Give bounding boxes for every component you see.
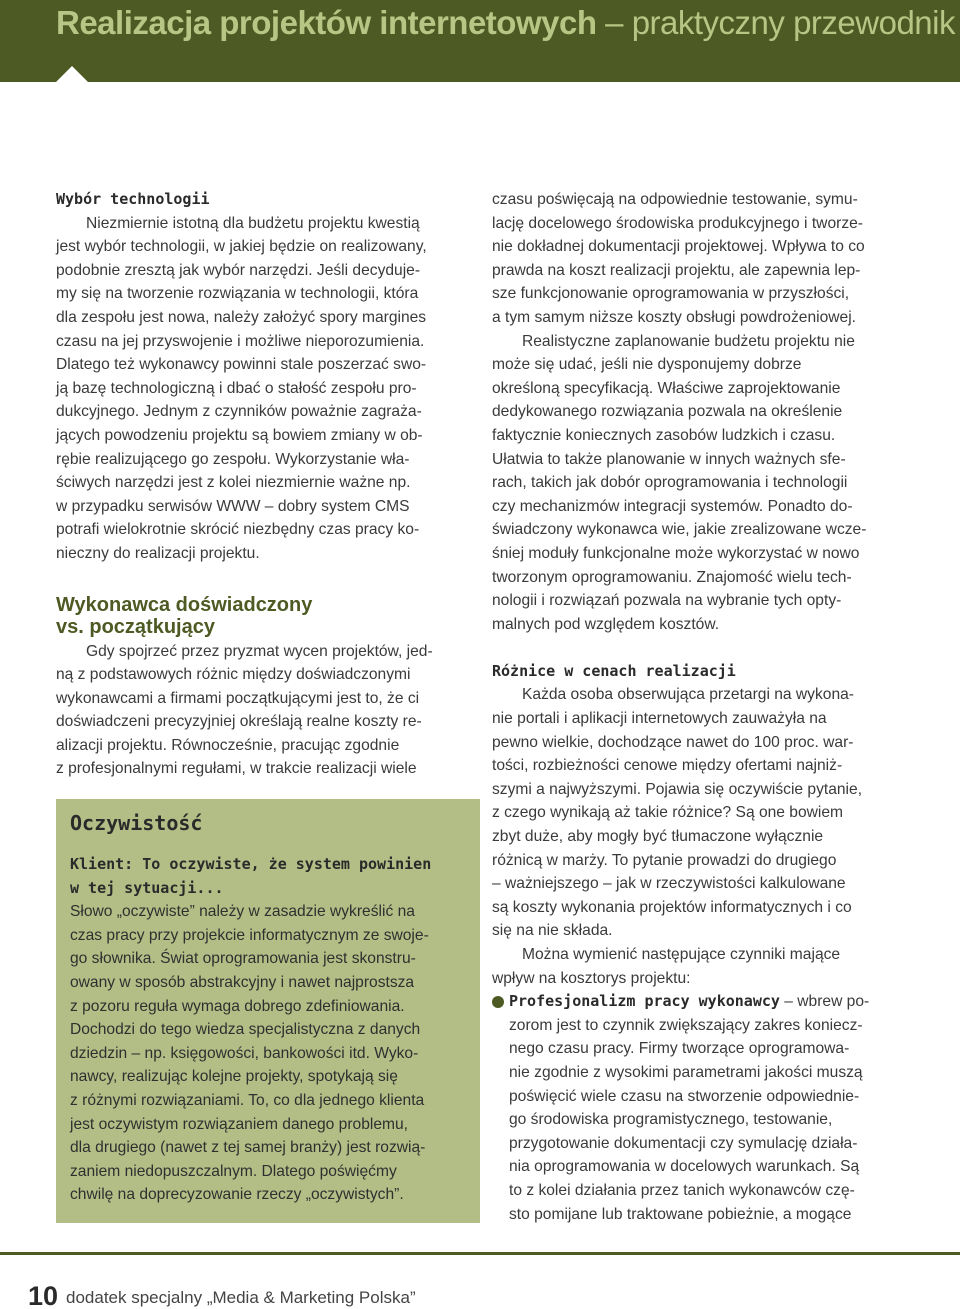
text-line: ją bazę technologiczną i dbać o stałość zespołu pro- xyxy=(56,379,417,397)
text-line: owany w sposób abstrakcyjny i nawet najprostsza xyxy=(70,973,415,991)
text-line: alizacji projektu. Równocześnie, pracując zgodnie xyxy=(56,736,400,754)
page-number: 10 xyxy=(28,1281,59,1309)
text-line: – ważniejszego – jak w rzeczywistości kalkulowane xyxy=(492,875,846,893)
text-line: to z kolei działania przez tanich wykonawców czę- xyxy=(509,1181,855,1199)
text-line: przygotowanie dokumentacji czy symulację działa- xyxy=(509,1134,858,1152)
text-line: czas pracy przy projekcie informatycznym ze swoje- xyxy=(70,926,429,944)
text-line: my się na tworzenie rozwiązania w technologii, która xyxy=(56,285,419,303)
footer-publication-note: dodatek specjalny „Media & Marketing Polska” xyxy=(66,1288,416,1307)
text-line: Każda osoba obserwująca przetargi na wykona- xyxy=(522,686,854,704)
bullet-body xyxy=(509,1014,920,1226)
text-line: zbyt duże, aby mogły być tłumaczone wyłącznie xyxy=(492,828,824,846)
header-title-bold: Realizacja projektów internetowych xyxy=(56,4,597,41)
section-heading-contractor-line2: vs. początkujący xyxy=(56,615,215,638)
text-line: a tym samym niższe koszty obsługi powdrożeniowej. xyxy=(492,308,856,326)
text-line: w przypadku serwisów WWW – dobry system CMS xyxy=(56,497,410,515)
text-line: dukcyjnego. Jednym z czynników poważnie zagraża- xyxy=(56,403,422,421)
text-line: jących powodzeniu projektu są bowiem zmiany w ob- xyxy=(56,426,423,444)
text-line: jest oczywistym rozwiązaniem danego problemu, xyxy=(70,1115,409,1133)
text-line: sto pomijane lub traktowane pobieżnie, a mogące xyxy=(509,1205,852,1223)
text-line: wykonawcami a firmami początkującymi jest to, że ci xyxy=(56,689,420,707)
text-line: Ułatwia to także planowanie w innych ważnych sfe- xyxy=(492,450,846,468)
section-body-technology xyxy=(56,212,480,566)
text-line: z czego wynikają aż takie różnice? Są one bowiem xyxy=(492,804,844,822)
text-line: Gdy spojrzeć przez pryzmat wycen projektów, jed- xyxy=(86,642,433,660)
text-line: dla zespołu jest nowa, należy założyć spory margines xyxy=(56,308,427,326)
text-line: nia oprogramowania w docelowych warunkach. Są xyxy=(509,1158,860,1176)
text-line: nego czasu pracy. Firmy tworzące oprogramowa- xyxy=(509,1040,850,1058)
bullet-dot-icon xyxy=(492,996,504,1008)
sidebar-box-body xyxy=(70,900,468,1207)
text-line: dedykowanego rozwiązania pozwala na określenie xyxy=(492,403,843,421)
bullet-item-professionalism xyxy=(492,990,920,1226)
text-line: czasu poświęcają na odpowiednie testowanie, symu- xyxy=(492,191,858,208)
sidebar-box-subtitle-line2: w tej sytuacji... xyxy=(70,878,224,897)
right-column xyxy=(492,188,920,1226)
text-line: z pozoru reguła wymaga dobrego zdefiniowania. xyxy=(70,997,405,1015)
text-line: Słowo „oczywiste” należy w zasadzie wykreślić na xyxy=(70,903,415,921)
text-line: doświadczeni precyzyjniej określają realne koszty re- xyxy=(56,713,422,731)
text-line: lację docelowego środowiska produkcyjnego i tworze- xyxy=(492,214,863,232)
page-header-title xyxy=(56,3,955,43)
text-line: rębie realizującego go zespołu. Wykorzystanie wła- xyxy=(56,450,410,468)
text-line: szymi a najwyższymi. Pojawia się oczywiście pytanie, xyxy=(492,780,863,798)
sidebar-box-subtitle xyxy=(70,853,468,900)
sidebar-box-content xyxy=(70,809,468,1207)
section-heading-contractor xyxy=(56,594,480,638)
header-notch-shape xyxy=(56,66,88,82)
bullet-term: Profesjonalizm pracy wykonawcy xyxy=(509,992,780,1011)
left-column xyxy=(56,188,480,781)
text-line: poświęcić wiele czasu na stworzenie odpowiednie- xyxy=(509,1087,860,1105)
text-line: różnicą w marży. To pytanie prowadzi do drugiego xyxy=(492,851,837,869)
text-line: tworzonym oprogramowaniu. Znajomość wielu tech- xyxy=(492,568,852,586)
text-line: chwilę na doprecyzowanie rzeczy „oczywistych”. xyxy=(70,1186,404,1204)
text-line: czasu na jej przyswojenie i możliwe nieporozumienia. xyxy=(56,332,425,350)
text-line: malnych pod względem kosztów. xyxy=(492,615,720,633)
text-line: nie portali i aplikacji internetowych zauważyła na xyxy=(492,710,827,728)
header-title-rest: – praktyczny przewodnik xyxy=(596,4,955,41)
header-band xyxy=(0,0,960,82)
text-line: pewno wielkie, dochodzące nawet do 100 proc. war- xyxy=(492,733,854,751)
text-line: może się udać, jeśli nie dysponujemy dobrze xyxy=(492,356,802,374)
text-line: określoną specyfikacją. Właściwe zaprojektowanie xyxy=(492,379,841,397)
section-heading-contractor-line1: Wykonawca doświadczony xyxy=(56,593,313,616)
text-line: ściwych narzędzi jest z kolei niezmiernie ważne np. xyxy=(56,474,411,492)
text-line: zaniem niedopuszczalnym. Dlatego poświęćmy xyxy=(70,1162,397,1180)
text-line: faktycznie koniecznych zasobów ludzkich i czasu. xyxy=(492,426,836,444)
text-line: nie dokładnej dokumentacji projektowej. Wpływa to co xyxy=(492,238,865,256)
text-line: Dochodzi do tego wiedza specjalistyczna z danych xyxy=(70,1021,421,1039)
bullet-first-line xyxy=(509,990,920,1014)
text-line: prawda na koszt realizacji projektu, ale zapewnia lep- xyxy=(492,261,861,279)
text-line: z różnymi rozwiązaniami. To, co dla jednego klienta xyxy=(70,1091,425,1109)
section-heading-technology: Wybór technologii xyxy=(56,190,210,208)
text-line: tości, rozbieżności cenowe między ofertami najniż- xyxy=(492,757,843,775)
text-line: go słownika. Świat oprogramowania jest skonstru- xyxy=(70,950,416,968)
text-line: są koszty wykonania projektów informatycznych i co xyxy=(492,898,852,916)
text-line: Niezmiernie istotną dla budżetu projektu kwestią xyxy=(86,214,420,232)
text-line: czy mechanizmów integracji systemów. Ponadto do- xyxy=(492,497,853,515)
text-line: się na nie składa. xyxy=(492,922,613,940)
text-line: świadczony wykonawca wie, jakie zrealizowane wcze- xyxy=(492,521,867,539)
bullet-first-line-rest: – wbrew po- xyxy=(779,993,870,1011)
text-line: z profesjonalnymi regułami, w trakcie realizacji wiele xyxy=(56,760,417,778)
sidebar-box-subtitle-line1: Klient: To oczywiste, że system powinien xyxy=(70,855,432,873)
section-body-price-differences xyxy=(492,683,920,943)
text-line: Realistyczne zaplanowanie budżetu projektu nie xyxy=(522,332,855,350)
text-line: podobnie zresztą jak wybór narzędzi. Jeśli decyduje- xyxy=(56,261,421,279)
section-body-contractor xyxy=(56,640,480,782)
text-line: zorom jest to czynnik zwiększający zakres koniecz- xyxy=(509,1016,863,1034)
paragraph-budget-planning xyxy=(492,330,920,637)
text-line: wpływ na kosztorys projektu: xyxy=(492,969,691,987)
text-line: go środowiska programistycznego, testowanie, xyxy=(509,1111,833,1129)
text-line: dla drugiego (nawet z tej samej branży) jest rozwią- xyxy=(70,1139,426,1157)
text-line: nawcy, realizując kolejne projekty, spotykają się xyxy=(70,1068,398,1086)
text-line: rach, takich jak dobór oprogramowania i technologii xyxy=(492,474,848,492)
text-line: nie zgodnie z wysokimi parametrami jakości muszą xyxy=(509,1063,863,1081)
text-line: ną z podstawowych różnic między doświadczonymi xyxy=(56,666,411,684)
footer-divider xyxy=(0,1252,960,1255)
paragraph-factors-intro xyxy=(492,943,920,990)
sidebar-box-title: Oczywistość xyxy=(70,811,203,835)
section-heading-price-differences: Różnice w cenach realizacji xyxy=(492,661,736,680)
paragraph-testing xyxy=(492,188,920,330)
text-line: sze funkcjonowanie oprogramowania w przyszłości, xyxy=(492,285,850,303)
text-line: jest wybór technologii, w jakiej będzie on realizowany, xyxy=(56,238,427,256)
text-line: Można wymienić następujące czynniki mające xyxy=(522,946,841,963)
text-line: potrafi wielokrotnie skrócić niezbędny czas pracy ko- xyxy=(56,521,420,539)
sidebar-box-obviousness xyxy=(56,799,480,1223)
text-line: śniej moduły funkcjonalne może wykorzystać w nowo xyxy=(492,544,860,562)
text-line: Dlatego też wykonawcy powinni stale poszerzać swo- xyxy=(56,356,427,374)
text-line: nologii i rozwiązań pozwala na wybranie tych opty- xyxy=(492,592,842,610)
text-line: dziedzin – np. księgowości, bankowości itd. Wyko- xyxy=(70,1044,419,1062)
text-line: nieczny do realizacji projektu. xyxy=(56,544,260,562)
